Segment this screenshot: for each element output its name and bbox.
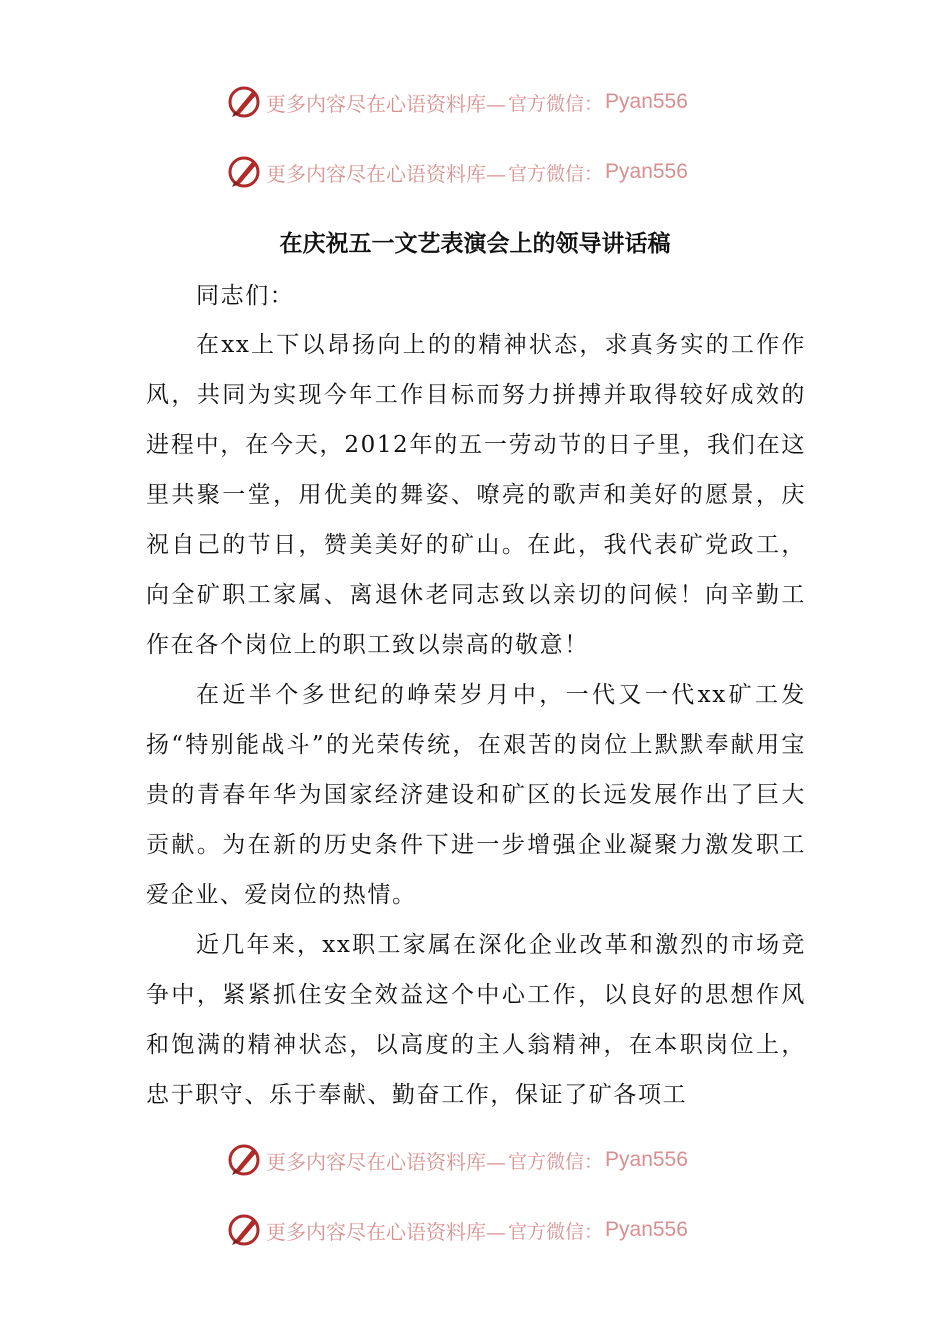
pen-logo-icon [226,84,262,120]
watermark-wechat-id: Pyan556 [605,1148,688,1171]
document-body [146,320,806,1120]
pen-logo-icon [226,1142,262,1178]
watermark-wechat-id: Pyan556 [605,160,688,183]
pen-logo-icon [226,154,262,190]
watermark-wechat-label: 官方微信： [508,1220,604,1243]
watermark-banner [226,152,688,192]
paragraph: 在近半个多世纪的峥荣岁月中，一代又一代xx矿工发扬“特别能战斗”的光荣传统，在艰苦的岗位上默默奉献用宝贵的青春年华为国家经济建设和矿区的长远发展作出了巨大贡献。为在新的历史条件下进一步增强企业凝聚力激发职工爱企业、爱岗位的热情。 [146,682,806,908]
watermark-wechat-label: 官方微信： [508,92,604,115]
document-title: 在庆祝五一文艺表演会上的领导讲话稿 [279,231,671,257]
watermark-text: 更多内容尽在心语资料库— [266,1149,506,1174]
paragraph: 在xx上下以昂扬向上的的精神状态，求真务实的工作作风，共同为实现今年工作目标而努力拼搏并取得较好成效的进程中，在今天，2012年的五一劳动节的日子里，我们在这里共聚一堂，用优美的舞姿、嘹亮的歌声和美好的愿景，庆祝自己的节日，赞美美好的矿山。在此，我代表矿党政工，向全矿职工家属、离退休老同志致以亲切的问候！向辛勤工作在各个岗位上的职工致以崇高的敬意！ [146,332,806,658]
watermark-text: 更多内容尽在心语资料库— [266,91,506,116]
watermark-wechat-label: 官方微信： [508,1150,604,1173]
watermark-banner [226,82,688,122]
paragraph: 近几年来，xx职工家属在深化企业改革和激烈的市场竞争中，紧紧抓住安全效益这个中心工作，以良好的思想作风和饱满的精神状态，以高度的主人翁精神，在本职岗位上，忠于职守、乐于奉献、勤奋工作，保证了矿各项工 [146,932,806,1108]
watermark-banner [226,1140,688,1180]
pen-logo-icon [226,1212,262,1248]
watermark-banner [226,1210,688,1250]
greeting: 同志们： [196,283,295,309]
watermark-wechat-id: Pyan556 [605,1218,688,1241]
watermark-text: 更多内容尽在心语资料库— [266,161,506,186]
watermark-wechat-label: 官方微信： [508,162,604,185]
watermark-wechat-id: Pyan556 [605,90,688,113]
watermark-text: 更多内容尽在心语资料库— [266,1219,506,1244]
